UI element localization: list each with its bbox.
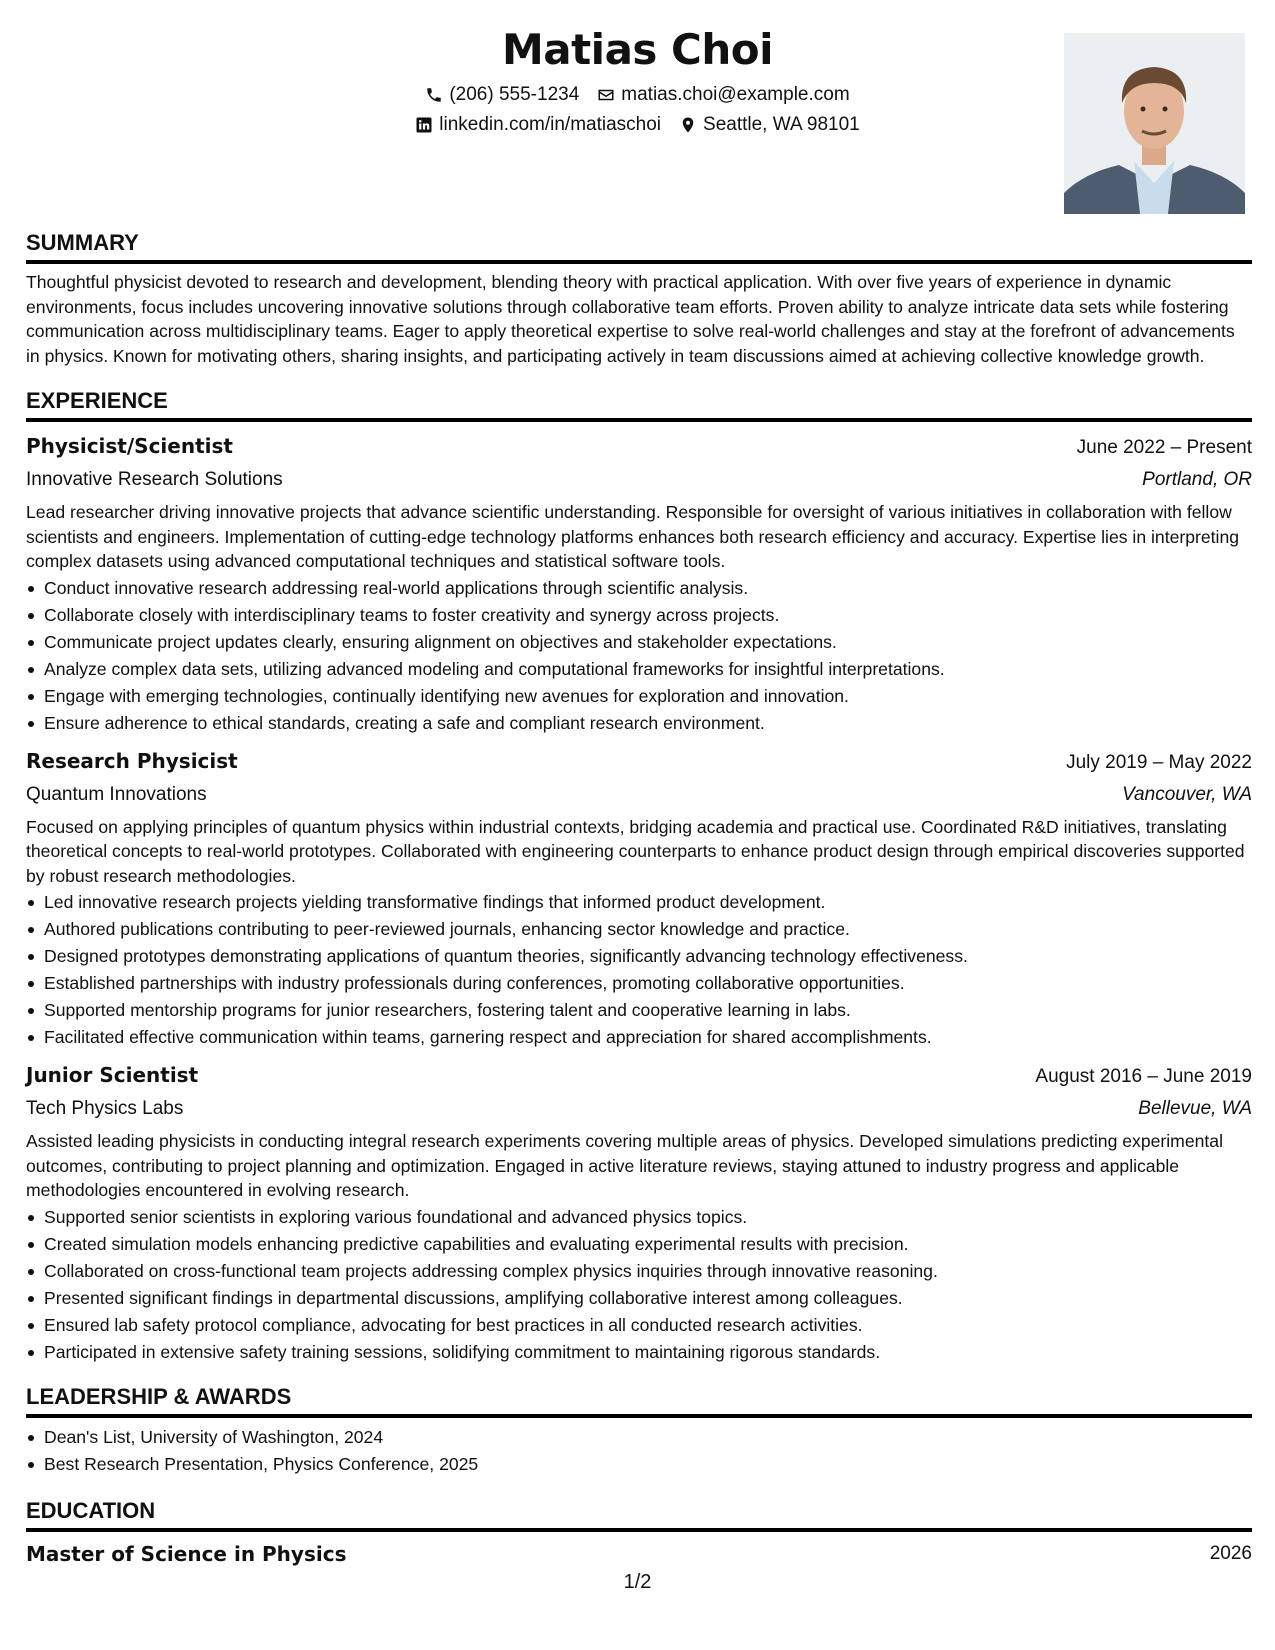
list-item: Ensured lab safety protocol compliance, advocating for best practices in all conducted research activities. bbox=[26, 1312, 1252, 1339]
phone-contact[interactable] bbox=[425, 80, 579, 110]
leadership-heading: LEADERSHIP & AWARDS bbox=[26, 1378, 1252, 1418]
linkedin-text: linkedin.com/in/matiaschoi bbox=[439, 114, 662, 135]
list-item: Collaborated on cross-functional team projects addressing complex physics inquiries through innovative reasoning. bbox=[26, 1258, 1252, 1285]
job-entry bbox=[26, 745, 1252, 1052]
job-bullets bbox=[26, 575, 1252, 737]
job-entry bbox=[26, 1059, 1252, 1366]
list-item: Presented significant findings in departmental discussions, amplifying collaborative interest among colleagues. bbox=[26, 1285, 1252, 1312]
list-item: Led innovative research projects yielding transformative findings that informed product development. bbox=[26, 889, 1252, 916]
profile-photo bbox=[1064, 33, 1245, 214]
list-item: Conduct innovative research addressing real-world applications through scientific analysis. bbox=[26, 575, 1252, 602]
job-dates: August 2016 – June 2019 bbox=[1035, 1066, 1252, 1087]
list-item: Established partnerships with industry professionals during conferences, promoting collaborative opportunities. bbox=[26, 970, 1252, 997]
candidate-name: Matias Choi bbox=[501, 25, 774, 74]
job-title: Physicist/Scientist bbox=[26, 434, 233, 458]
job-location: Bellevue, WA bbox=[1138, 1098, 1252, 1119]
summary-heading: SUMMARY bbox=[26, 224, 1252, 264]
list-item: Participated in extensive safety training sessions, solidifying commitment to maintaining rigorous standards. bbox=[26, 1339, 1252, 1366]
list-item: Facilitated effective communication within teams, garnering respect and appreciation for shared accomplishments. bbox=[26, 1024, 1252, 1051]
education-entry bbox=[26, 1538, 1252, 1570]
list-item: Communicate project updates clearly, ensuring alignment on objectives and stakeholder expectations. bbox=[26, 629, 1252, 656]
list-item: Dean's List, University of Washington, 2024 bbox=[26, 1424, 1252, 1451]
phone-text: (206) 555-1234 bbox=[449, 84, 580, 105]
linkedin-icon bbox=[415, 116, 433, 134]
phone-icon bbox=[425, 86, 443, 104]
email-text: matias.choi@example.com bbox=[621, 84, 850, 105]
experience-heading: EXPERIENCE bbox=[26, 382, 1252, 422]
list-item: Analyze complex data sets, utilizing advanced modeling and computational frameworks for insightful interpretations. bbox=[26, 656, 1252, 683]
summary-text: Thoughtful physicist devoted to research and development, blending theory with practical application. With over five years of experience in dynamic environments, focus includes uncovering innovative solutions through collaborative team efforts. Proven ability to analyze intricate data sets while fostering communication across multidisciplinary teams. Eager to apply theoretical expertise to solve real-world challenges and stay at the forefront of advancements in physics. Known for motivating others, sharing insights, and participating actively in team discussions aimed at achieving collective knowledge growth. bbox=[26, 272, 1235, 366]
list-item: Collaborate closely with interdisciplinary teams to foster creativity and synergy across projects. bbox=[26, 602, 1252, 629]
page-number: 1/2 bbox=[623, 1571, 652, 1593]
location-text: Seattle, WA 98101 bbox=[703, 114, 860, 135]
list-item: Ensure adherence to ethical standards, creating a safe and compliant research environment. bbox=[26, 710, 1252, 737]
job-dates: June 2022 – Present bbox=[1076, 437, 1252, 458]
list-item: Best Research Presentation, Physics Conference, 2025 bbox=[26, 1451, 1252, 1478]
list-item: Created simulation models enhancing predictive capabilities and evaluating experimental results with precision. bbox=[26, 1231, 1252, 1258]
education-degree: Master of Science in Physics bbox=[26, 1541, 347, 1566]
list-item: Designed prototypes demonstrating applications of quantum theories, significantly advancing technology effectiveness. bbox=[26, 943, 1252, 970]
job-dates: July 2019 – May 2022 bbox=[1066, 751, 1252, 773]
job-location: Portland, OR bbox=[1142, 469, 1252, 490]
job-entry bbox=[26, 430, 1252, 737]
location-pin-icon bbox=[679, 116, 697, 134]
job-title: Junior Scientist bbox=[26, 1063, 199, 1087]
job-company: Innovative Research Solutions bbox=[26, 469, 283, 490]
resume-body bbox=[26, 224, 1252, 1570]
education-heading: EDUCATION bbox=[26, 1492, 1252, 1532]
job-description: Focused on applying principles of quantum physics within industrial contexts, bridging academia and practical use. Coordinated R&D initiatives, translating theoretical concepts to real-world prototypes. Collaborated with engineering counterparts to enhance product design through empirical discoveries supported by robust research methodologies. bbox=[26, 816, 1245, 886]
job-company: Quantum Innovations bbox=[26, 783, 207, 805]
location-contact bbox=[679, 110, 860, 140]
job-company: Tech Physics Labs bbox=[26, 1098, 184, 1119]
list-item: Supported senior scientists in exploring various foundational and advanced physics topics. bbox=[26, 1204, 1252, 1231]
list-item: Supported mentorship programs for junior researchers, fostering talent and cooperative learning in labs. bbox=[26, 997, 1252, 1024]
linkedin-contact[interactable] bbox=[415, 110, 661, 140]
job-title: Research Physicist bbox=[26, 748, 238, 773]
job-description: Lead researcher driving innovative projects that advance scientific understanding. Responsible for oversight of various initiatives in collaboration with fellow scientists and engineers. Implementation of cutting-edge technology platforms enhances both research efficiency and accuracy. Expertise lies in interpreting complex datasets using advanced computational techniques and statistical software tools. bbox=[26, 502, 1240, 571]
list-item: Engage with emerging technologies, continually identifying new avenues for exploration and innovation. bbox=[26, 683, 1252, 710]
job-location: Vancouver, WA bbox=[1122, 783, 1252, 805]
awards-list bbox=[26, 1424, 1252, 1478]
job-bullets bbox=[26, 1204, 1252, 1366]
list-item: Authored publications contributing to peer-reviewed journals, enhancing sector knowledge and practice. bbox=[26, 916, 1252, 943]
email-contact[interactable] bbox=[597, 80, 849, 110]
job-description: Assisted leading physicists in conducting integral research experiments covering multiple areas of physics. Developed simulations predicting experimental outcomes, contributing to project planning and optimization. Engaged in active literature reviews, staying attuned to industry progress and applicable methodologies encountered in evolving research. bbox=[26, 1131, 1223, 1200]
education-year: 2026 bbox=[1209, 1542, 1252, 1564]
email-icon bbox=[597, 86, 615, 104]
job-bullets bbox=[26, 889, 1252, 1051]
